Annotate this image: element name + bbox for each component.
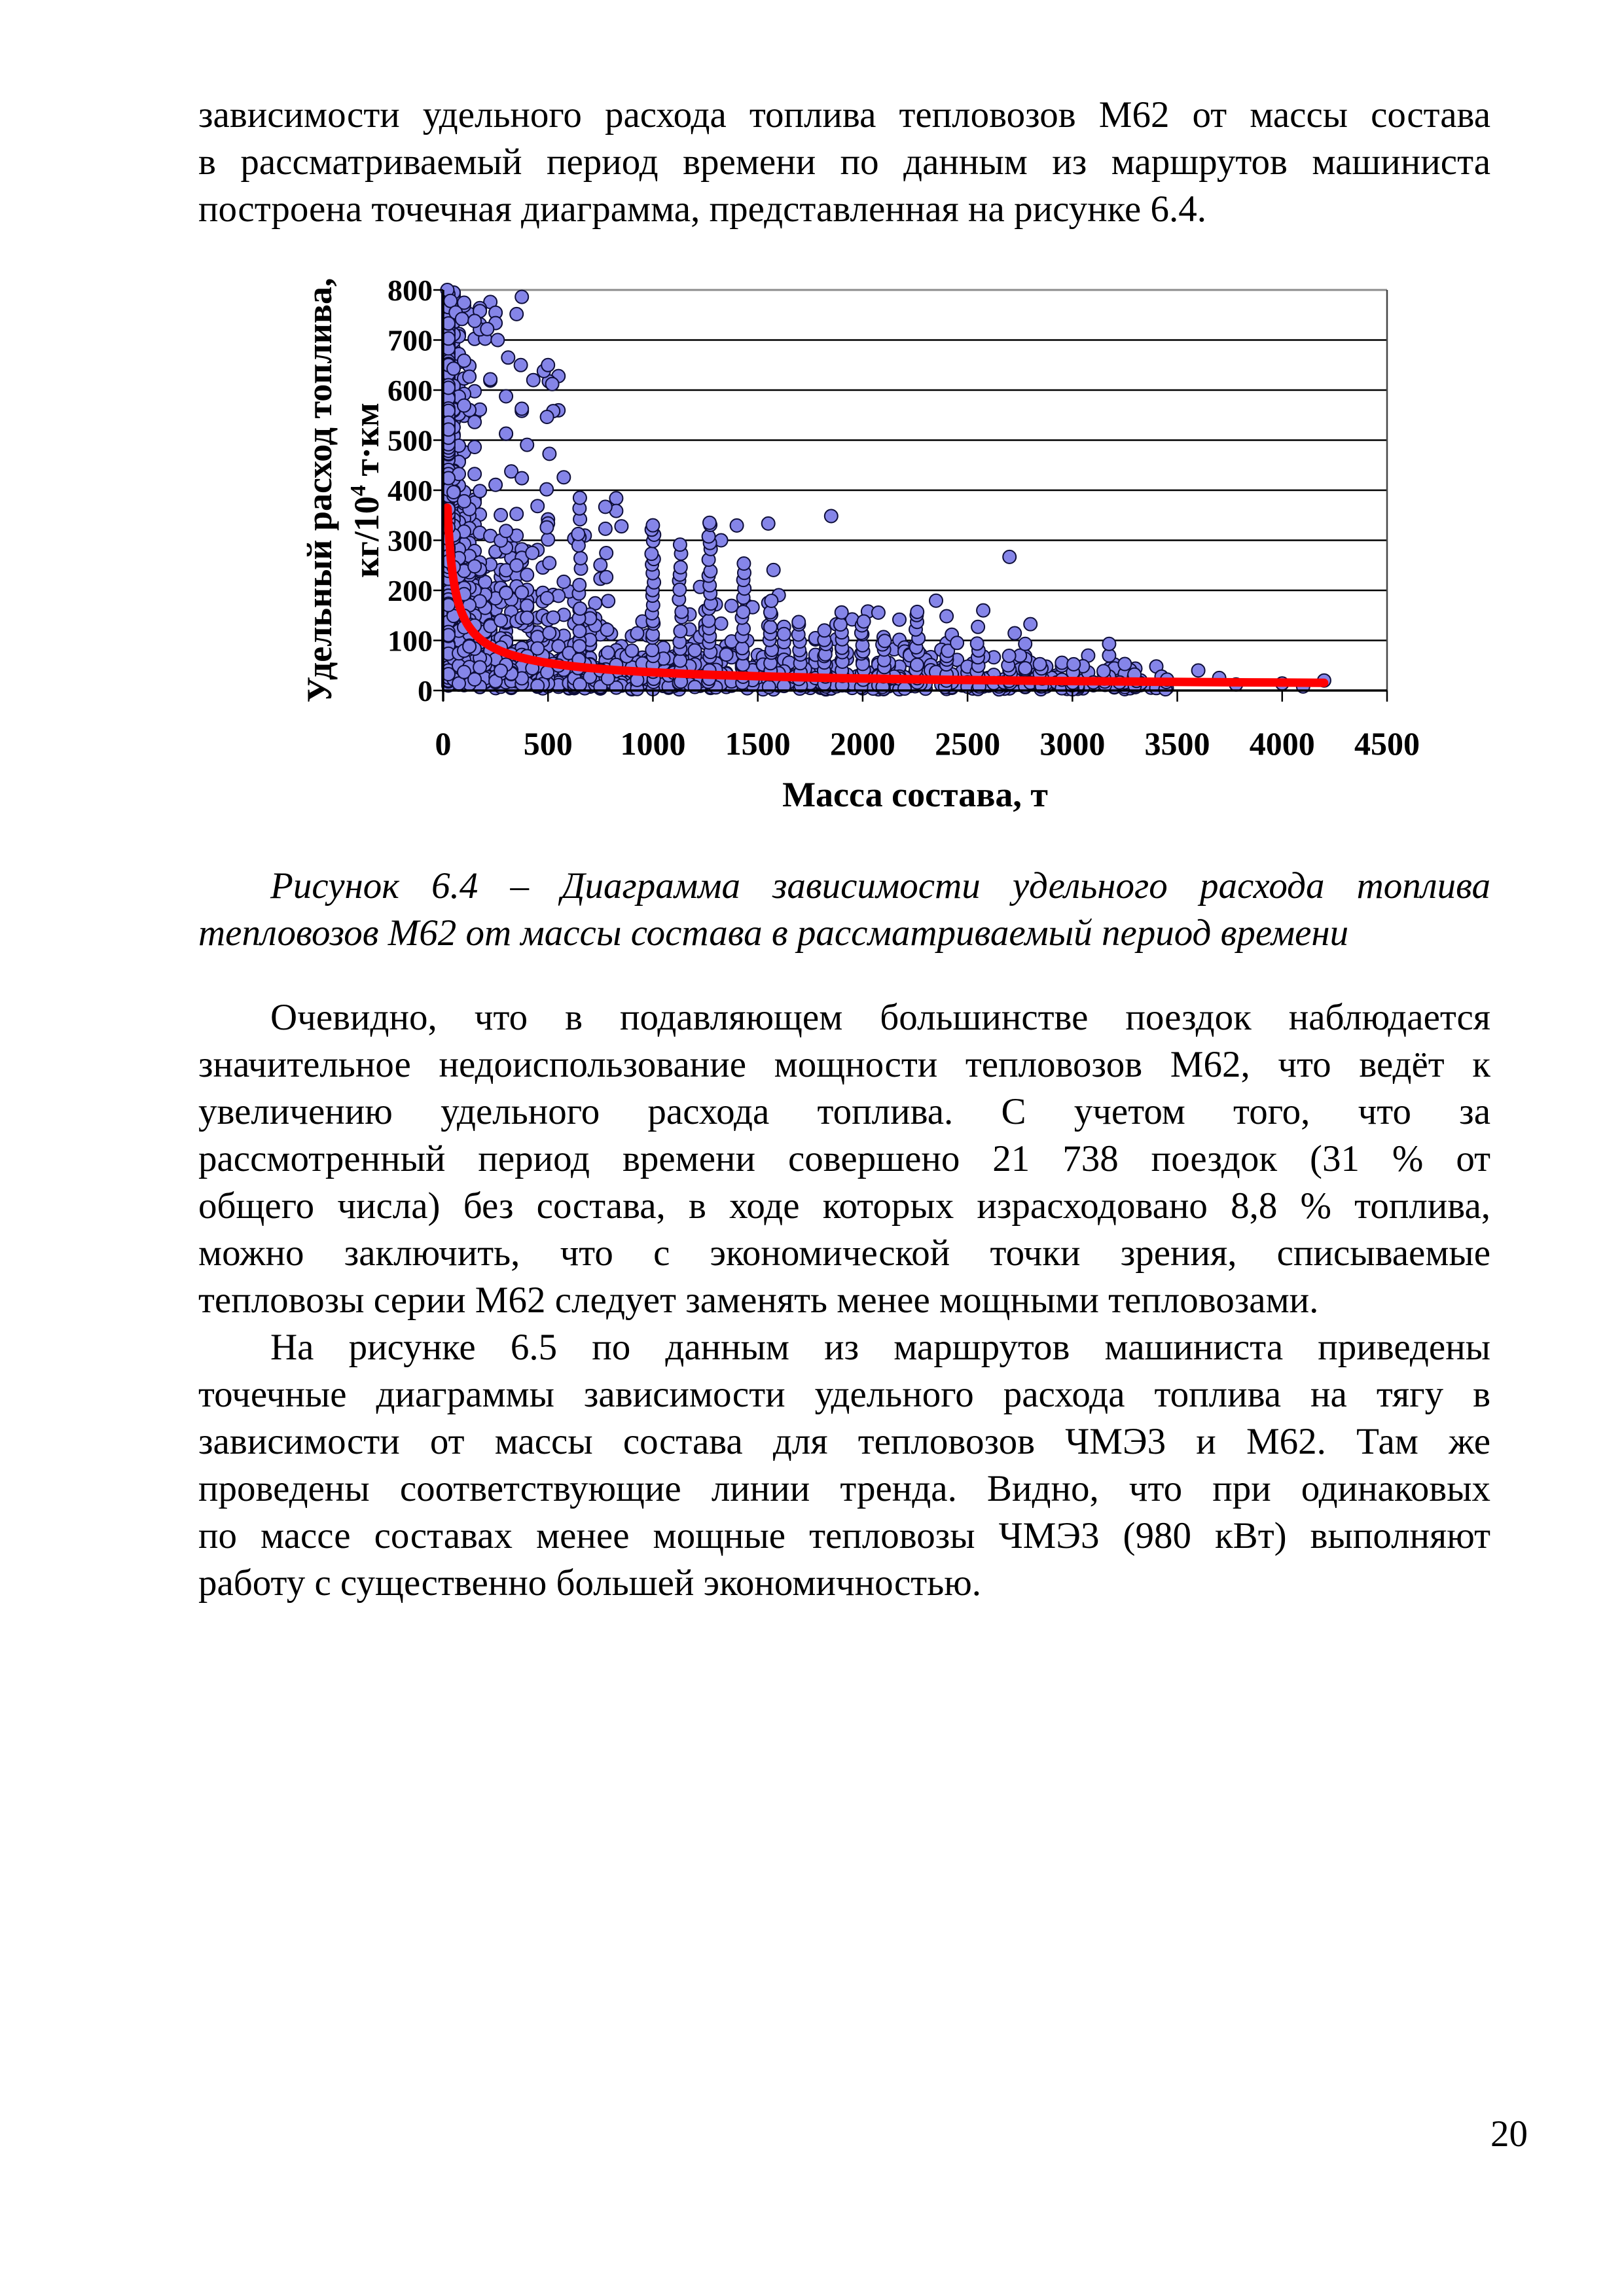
text-line: построена точечная диаграмма, представленная на рисунке 6.4. (198, 188, 1206, 230)
x-tick-label: 3000 (1039, 725, 1106, 762)
figure-6-4 (198, 255, 1624, 831)
paragraph-intro (198, 92, 1490, 233)
text-line: значительное недоиспользование мощности тепловозов М62, что ведёт к (198, 1044, 1490, 1085)
y-tick-label: 100 (388, 624, 433, 658)
y-tick-label: 800 (388, 274, 433, 307)
y-tick-label: 300 (388, 524, 433, 558)
text-line: можно заключить, что с экономической точки зрения, списываемые (198, 1232, 1490, 1274)
x-tick-label: 2000 (829, 725, 895, 762)
text-line: общего числа) без состава, в ходе которых израсходовано 8,8 % топлива, (198, 1185, 1490, 1227)
text-line: тепловозы серии М62 следует заменять менее мощными тепловозами. (198, 1280, 1319, 1321)
text-line: зависимости от массы состава для тепловозов ЧМЭ3 и М62. Там же (198, 1421, 1490, 1462)
x-tick-label: 4000 (1249, 725, 1315, 762)
y-axis-title-line2: $кг/10^4$ т·км (346, 403, 386, 578)
y-tick-label: 700 (388, 323, 433, 357)
x-axis-title: Масса состава, т (782, 775, 1048, 814)
text-line: На рисунке 6.5 по данным из маршрутов машиниста приведены (270, 1327, 1490, 1368)
fuel-consumption-scatter-chart (281, 255, 1434, 831)
text-line: в рассматриваемый период времени по данным из маршрутов машиниста (198, 141, 1490, 183)
y-axis-title-line1: Удельный расход топлива, (300, 278, 339, 703)
y-tick-label: 600 (388, 374, 433, 407)
x-tick-label: 3500 (1144, 725, 1210, 762)
text-line: Очевидно, что в подавляющем большинстве поездок наблюдается (270, 997, 1490, 1038)
text-line: работу с существенно большей экономичностью. (198, 1562, 982, 1604)
text-line: по массе составах менее мощные тепловозы ЧМЭ3 (980 кВт) выполняют (198, 1515, 1490, 1556)
text-line: проведены соответствующие линии тренда. Видно, что при одинаковых (198, 1468, 1490, 1509)
y-tick-label: 200 (388, 574, 433, 607)
text-line: тепловозов М62 от массы состава в рассматриваемый период времени (198, 912, 1349, 954)
y-tick-label: 400 (388, 474, 433, 507)
body-text (198, 994, 1490, 1607)
x-tick-label: 4500 (1354, 725, 1420, 762)
text-line: Рисунок 6.4 – Диаграмма зависимости удельного расхода топлива (270, 865, 1490, 906)
text-line: точечные диаграммы зависимости удельного расхода топлива на тягу в (198, 1374, 1490, 1415)
x-tick-label: 500 (523, 725, 573, 762)
text-line: увеличению удельного расхода топлива. С учетом того, что за (198, 1091, 1490, 1132)
text-line: рассмотренный период времени совершено 21 738 поездок (31 % от (198, 1138, 1490, 1179)
text-line: зависимости удельного расхода топлива тепловозов М62 от массы состава (198, 94, 1490, 135)
x-tick-label: 0 (435, 725, 452, 762)
x-tick-label: 2500 (935, 725, 1001, 762)
page-number: 20 (1490, 2113, 1528, 2155)
x-tick-label: 1000 (620, 725, 686, 762)
x-tick-label: 1500 (725, 725, 791, 762)
y-tick-label: 0 (418, 674, 433, 708)
figure-caption (198, 863, 1490, 957)
y-tick-label: 500 (388, 423, 433, 457)
